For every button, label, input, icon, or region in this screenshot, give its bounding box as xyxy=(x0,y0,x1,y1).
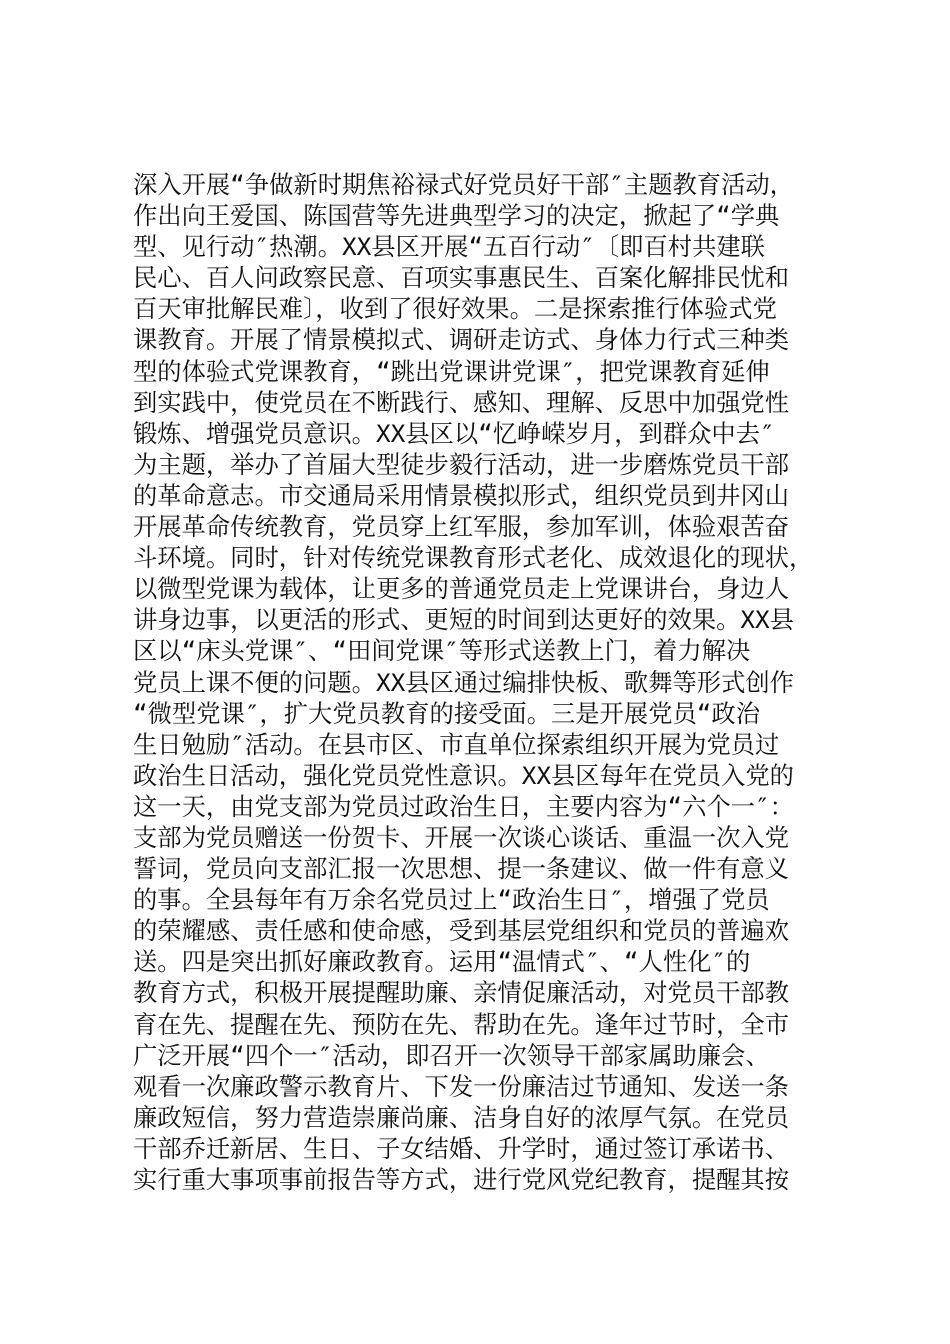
text-line: 广泛开展“四个一″活动，即召开一次领导干部家属助廉会、 xyxy=(133,1040,770,1070)
text-line: 民心、百人问政察民意、百项实事惠民生、百案化解排民忧和 xyxy=(133,263,790,293)
text-line: 课教育。开展了情景模拟式、调研走访式、身体力行式三种类 xyxy=(133,325,790,355)
text-line: 誓词，党员向支部汇报一次思想、提一条建议、做一件有意义 xyxy=(133,854,790,884)
text-line: 百天审批解民难〕，收到了很好效果。二是探索推行体验式党 xyxy=(133,294,777,324)
text-line: 支部为党员赠送一份贺卡、开展一次谈心谈话、重温一次入党 xyxy=(133,822,790,852)
text-line: “微型党课″，扩大党员教育的接受面。三是开展党员“政治 xyxy=(133,698,761,728)
text-line: 开展革命传统教育，党员穿上红军服，参加军训，体验艰苦奋 xyxy=(133,512,790,542)
text-line: 的荣耀感、责任感和使命感，受到基层党组织和党员的普遍欢 xyxy=(133,916,790,946)
text-line: 生日勉励″活动。在县市区、市直单位探索组织开展为党员过 xyxy=(133,729,780,759)
text-line: 的革命意志。市交通局采用情景模拟形式，组织党员到井冈山 xyxy=(133,480,790,510)
text-line: 区以“床头党课″、“田间党课″等形式送教上门，着力解决 xyxy=(133,636,751,666)
text-line: 作出向王爱国、陈国营等先进典型学习的决定，掀起了“学典 xyxy=(133,201,780,231)
text-line: 斗环境。同时，针对传统党课教育形式老化、成效退化的现状， xyxy=(133,543,814,573)
text-line: 为主题，举办了首届大型徒步毅行活动，进一步磨炼党员干部 xyxy=(133,449,790,479)
text-line: 锻炼、增强党员意识。XX县区以“忆峥嵘岁月，到群众中去″ xyxy=(133,418,775,448)
body-paragraph xyxy=(133,169,833,1195)
text-line: 教育方式，积极开展提醒助廉、亲情促廉活动，对党员干部教 xyxy=(133,978,790,1008)
text-line: 观看一次廉政警示教育片、下发一份廉洁过节通知、发送一条 xyxy=(133,1071,790,1101)
text-line: 深入开展“争做新时期焦裕禄式好党员好干部″主题教育活动， xyxy=(133,170,794,199)
text-line: 党员上课不便的问题。XX县区通过编排快板、歌舞等形式创作 xyxy=(133,667,794,697)
text-line: 实行重大事项事前报告等方式，进行党风党纪教育，提醒其按 xyxy=(133,1165,790,1194)
text-line: 育在先、提醒在先、预防在先、帮助在先。逢年过节时，全市 xyxy=(133,1009,790,1039)
text-line: 以微型党课为载体，让更多的普通党员走上党课讲台，身边人 xyxy=(133,574,790,604)
text-line: 型的体验式党课教育，“跳出党课讲党课″，把党课教育延伸 xyxy=(133,356,770,386)
text-line: 干部乔迁新居、生日、子女结婚、升学时，通过签订承诺书、 xyxy=(133,1133,790,1163)
text-line: 讲身边事，以更活的形式、更短的时间到达更好的效果。XX县 xyxy=(133,605,794,635)
text-line: 送。四是突出抓好廉政教育。运用“温情式″、“人性化″的 xyxy=(133,947,751,977)
text-line: 型、见行动″热潮。XX县区开展“五百行动″〔即百村共建联 xyxy=(133,232,765,262)
text-line: 到实践中，使党员在不断践行、感知、理解、反思中加强党性 xyxy=(133,387,790,417)
text-line: 廉政短信，努力营造崇廉尚廉、洁身自好的浓厚气氛。在党员 xyxy=(133,1102,790,1132)
text-line: 的事。全县每年有万余名党员过上“政治生日″，增强了党员 xyxy=(133,885,770,915)
text-line: 政治生日活动，强化党员党性意识。XX县区每年在党员入党的 xyxy=(133,760,794,790)
text-line: 这一天，由党支部为党员过政治生日，主要内容为“六个一″： xyxy=(133,791,794,821)
